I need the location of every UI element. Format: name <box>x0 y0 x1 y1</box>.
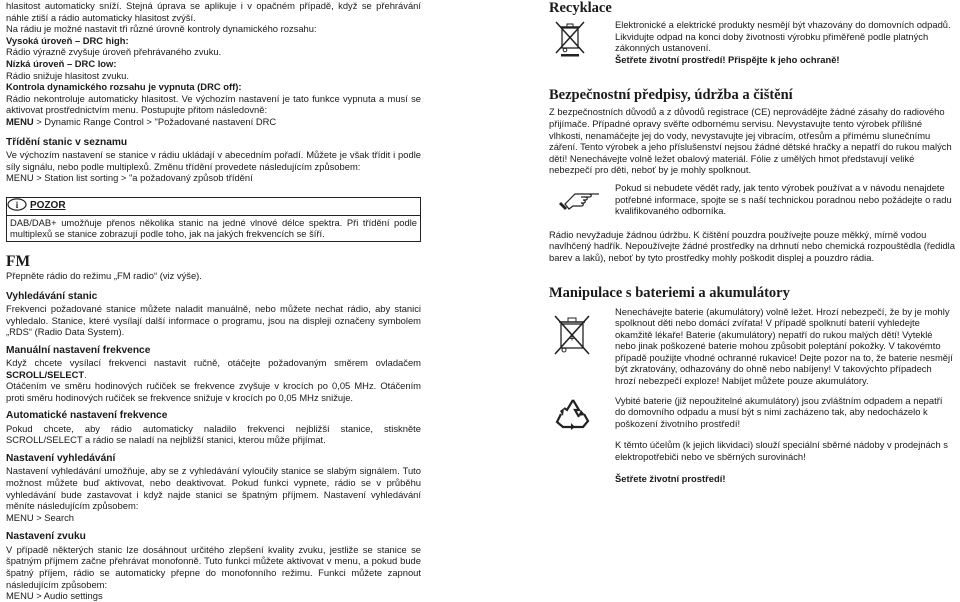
search-settings-menu: MENU > Search <box>6 511 74 523</box>
cleaning-text: Rádio nevyžaduje žádnou údržbu. K čištění pouzdra používejte pouze měkký, mírně vodou navlhčený hadřík. Nepoužívejte žádné prostředky na drhnutí nebo chemická rozpouštědla (ředidla barev a laků), neboť by tyto prostředky mohly poškodit displej a pouzdro rádia. <box>549 228 955 263</box>
search-heading: Vyhledávání stanic <box>6 290 98 302</box>
drc-levels-intro: Na rádiu je možné nastavit tři různé úrovně kontroly dynamického rozsahu: <box>6 23 317 35</box>
auto-heading: Automatické nastavení frekvence <box>6 410 168 422</box>
battery-bin-icon <box>551 310 595 363</box>
recycling-bold: Šetřete životní prostředí! Přispějte k jeho ochraně! <box>615 53 840 65</box>
drc-high-label: Vysoká úroveň – DRC high: <box>6 34 129 46</box>
recycling-text: Elektronické a elektrické produkty nesmějí být vhazovány do domovních odpadů. Likvidujte odpad na konci doby životnosti výrobku přiměřeně podle platných zákonných ustanovení. <box>615 19 951 54</box>
help-text: Pokud si nebudete vědět rady, jak tento výrobek používat a v návodu nenajdete potřebné informace, spojte se s naší technickou poradnou nebo požádejte o radu kvalifikovaného odborníka. <box>615 181 952 217</box>
drc-low-label: Nízká úroveň – DRC low: <box>6 57 117 69</box>
drc-menu-path <box>6 116 421 128</box>
sound-heading: Nastavení zvuku <box>6 531 86 543</box>
left-column <box>6 0 421 602</box>
drc-high-text: Rádio výrazně zvyšuje úroveň přehrávaného zvuku. <box>6 46 222 58</box>
manual-text-2: Otáčením ve směru hodinových ručiček se frekvence zvyšuje v krocích po 0,05 MHz. Otáčením proti směru hodinových ručiček se frekvence snižuje v krocích po 0,05 MHz snižuje. <box>6 380 421 403</box>
warning-box <box>6 197 421 242</box>
search-settings-text: Nastavení vyhledávání umožňuje, aby se z vyhledávání vyloučily stanice se slabým signálem. Tuto možnost můžete buď aktivovat, nebo deaktivovat. Pokud funkci vypnete, rádio se v průběhu vyhledávání bude zastavovat i když najde stanici se špatným příjmem. Nastavení vyhledávání měníte následujícím způsobem: <box>6 465 421 512</box>
sound-menu: MENU > Audio settings <box>6 590 103 602</box>
sort-menu-path: MENU > Station list sorting > "a požadovaný způsob třídění <box>6 172 253 184</box>
menu-key: MENU <box>6 115 34 127</box>
search-settings-heading: Nastavení vyhledávání <box>6 453 116 465</box>
warning-label: POZOR <box>30 200 66 212</box>
battery-bold: Šetřete životní prostředí! <box>615 472 726 484</box>
recycling-heading: Recyklace <box>549 0 612 16</box>
safety-heading: Bezpečnostní předpisy, údržba a čištění <box>549 87 793 104</box>
scroll-select-key: SCROLL/SELECT <box>6 368 85 380</box>
drc-off-label: Kontrola dynamického rozsahu je vypnuta (DRC off): <box>6 81 242 93</box>
svg-text:+: + <box>569 333 575 343</box>
warning-icon <box>7 198 27 215</box>
search-text: Frekvenci požadované stanice můžete naladit manuálně, nebo můžete nechat rádio, aby stanici vyhledalo. Stanice, které vysílají další informace o programu, jsou na displeji označeny symbolem „RDS“ (Radio Data System). <box>6 302 421 338</box>
hand-icon <box>559 182 603 223</box>
warning-header <box>7 198 420 215</box>
right-column <box>549 0 955 484</box>
battery-text-2: Vybité baterie (již nepoužitelné akumulátory) jsou zvláštním odpadem a nepatří do domovního odpadu a musí být s nimi zacházeno tak, aby nedocházelo k poškození životního prostředí! <box>615 394 943 429</box>
sort-heading: Třídění stanic v seznamu <box>6 136 128 148</box>
battery-text-3: K těmto účelům (k jejich likvidaci) slouží speciální sběrné nádoby v prodejnách s elektropotřebiči nebo ve sběrných surovinách! <box>615 439 948 463</box>
fm-text: Přepněte rádio do režimu „FM radio“ (viz výše). <box>6 269 202 281</box>
sound-text: V případě některých stanic lze dosáhnout určitého zlepšení kvality zvuku, jestliže se stanice se špatným příjmem začne přehrávat monofonně. Tuto funkci můžete aktivovat v menu, a pokud bude špatný příjem, rádio se automaticky přepne do monofonního režimu. Funkci můžete zapnout následujícím způsobem: <box>6 543 421 590</box>
drc-menu-path-text: > Dynamic Range Control > "Požadované nastavení DRC <box>33 115 277 127</box>
auto-text: Pokud chcete, aby rádio automaticky naladilo frekvenci nejbližší stanice, stiskněte SCROLL/SELECT a rádio se naladí na nejbližší stanici, kterou může přijímat. <box>6 422 421 446</box>
manual-heading: Manuální nastavení frekvence <box>6 344 151 356</box>
battery-text: Nenechávejte baterie (akumulátory) volně ležet. Hrozí nebezpečí, že by je mohly spolknout děti nebo domácí zvířata! V případě spolknutí baterií vyhledejte okamžitě lékaře! Baterie (akumulátory) nepatří do rukou malých dětí! Vyteklé nebo jinak poškozené baterie mohou způsobit poleptání pokožky. V takovémto případě použijte vhodné ochranné rukavice! Dejte pozor na to, že baterie nesmějí být zkratovány, odhazovány do ohně nebo nabíjeny! V takovýchto případech hrozí nebezpečí exploze! Nabíjet můžete pouze akumulátory. <box>615 305 953 387</box>
sort-text: Ve výchozím nastavení se stanice v rádiu ukládají v abecedním pořadí. Můžete je však třídit i podle síly signálu, nebo podle multiplexů. Změnu třídění provedete následujícím způsobem: <box>6 148 421 172</box>
crossed-bin-icon <box>553 19 587 62</box>
svg-text:i: i <box>15 199 19 210</box>
battery-heading: Manipulace s bateriemi a akumulátory <box>549 284 790 301</box>
drc-low-text: Rádio snižuje hlasitost zvuku. <box>6 69 129 81</box>
manual-text-1: Když chcete vysílací frekvenci nastavit ručně, otáčejte požadovaným směrem ovladačem SCROLL/SELECT. <box>6 357 421 380</box>
safety-text: Z bezpečnostních důvodů a z důvodů registrace (CE) neprovádějte žádné zásahy do radiového přijímače. Případné opravy svěřte odbornému servisu. Nevystavujte tento výrobek přílišné vlhkosti, nenamáčejte jej do vody, nevystavujte jej vibracím, otřesům a přímému slunečnímu záření. Tento výrobek a jeho příslušenství nejsou žádné dětské hračky a nepatří do rukou malých dětí! Nenechávejte volně ležet obalový materiál. Fólie z umělých hmot představují veliké nebezpečí pro děti, neboť by je mohly spolknout. <box>549 106 952 176</box>
drc-off-text: Rádio nekontroluje automaticky hlasitost. Ve výchozím nastavení je tato funkce vypnuta a musí se aktivovat prostřednictvím menu. Postupujte přitom následovně: <box>6 92 421 116</box>
recycle-icon <box>555 397 591 436</box>
intro-text: hlasitost automaticky sníží. Stejná úprava se aplikuje i v opačném případě, když se přehrávání náhle ztiší a rádio automaticky hlasitost zvýší. <box>6 0 421 23</box>
fm-heading: FM <box>6 252 31 270</box>
warning-text: DAB/DAB+ umožňuje přenos několika stanic na jedné vlnové délce spektra. Při třídění podle multiplexů se stanice zobrazují podle toho, jak na jakých frekvencích se šíří. <box>10 216 417 240</box>
